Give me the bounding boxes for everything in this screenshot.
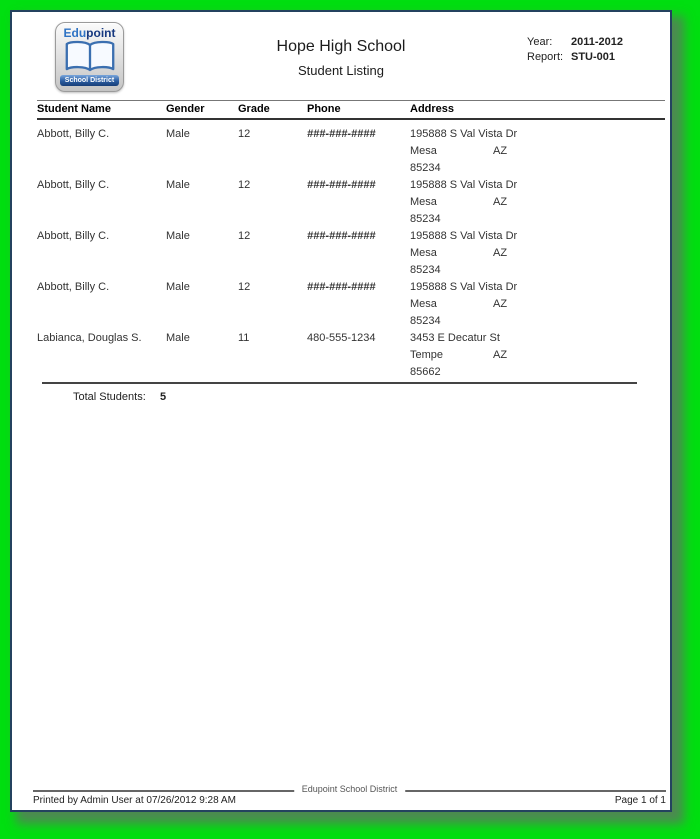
footer-printed-by: Printed by Admin User at 07/26/2012 9:28 AM — [33, 795, 236, 806]
gender-cell: Male — [166, 332, 190, 344]
school-name: Hope High School — [276, 38, 406, 55]
address-zip: 85234 — [410, 213, 441, 225]
report-value: STU-001 — [571, 51, 616, 63]
column-header: Student Name — [37, 101, 166, 120]
address-cell — [410, 177, 665, 228]
table-row — [37, 177, 665, 228]
header-row — [37, 101, 665, 120]
address-city-state — [410, 245, 665, 262]
student-name-cell: Abbott, Billy C. — [37, 128, 110, 140]
page-footer — [33, 784, 666, 806]
address-cell — [410, 119, 665, 177]
logo-text-edu: Edu — [63, 26, 87, 40]
address-cell — [410, 330, 665, 381]
address-city-state — [410, 143, 665, 160]
gender-cell: Male — [166, 128, 190, 140]
grade-cell: 12 — [238, 179, 251, 191]
logo-banner: School District — [60, 75, 119, 86]
grade-cell: 12 — [238, 230, 251, 242]
edupoint-logo — [55, 22, 124, 92]
address-city: Mesa — [410, 196, 437, 208]
address-street: 195888 S Val Vista Dr — [410, 281, 518, 293]
report-header — [12, 12, 670, 100]
address-cell — [410, 228, 665, 279]
footer-inner — [33, 792, 666, 806]
edupoint-logo-text — [56, 26, 123, 40]
report-id-row — [527, 51, 623, 63]
table-row — [37, 279, 665, 330]
column-header: Gender — [166, 101, 238, 120]
address-street: 195888 S Val Vista Dr — [410, 230, 518, 242]
phone-cell: ###-###-#### — [307, 128, 376, 140]
student-name-cell: Abbott, Billy C. — [37, 179, 110, 191]
address-state: AZ — [493, 196, 508, 208]
address-street: 195888 S Val Vista Dr — [410, 128, 518, 140]
table-row — [37, 330, 665, 381]
address-city-state — [410, 347, 665, 364]
address-city: Mesa — [410, 247, 437, 259]
address-state: AZ — [493, 145, 508, 157]
report-title: Student Listing — [297, 63, 384, 78]
year-label: Year: — [527, 36, 553, 48]
total-students-label: Total Students: — [73, 391, 146, 403]
student-table-header — [37, 101, 665, 120]
student-name-cell: Labianca, Douglas S. — [37, 332, 142, 344]
address-state: AZ — [493, 349, 508, 361]
address-zip: 85234 — [410, 162, 441, 174]
student-name-cell: Abbott, Billy C. — [37, 281, 110, 293]
total-students-value: 5 — [160, 391, 167, 403]
open-book-icon — [64, 40, 116, 74]
footer-page-number: Page 1 of 1 — [614, 795, 666, 806]
phone-cell: ###-###-#### — [307, 281, 376, 293]
address-city-state — [410, 296, 665, 313]
column-header: Address — [410, 101, 665, 120]
footer-district: Edupoint School District — [294, 784, 406, 794]
table-row — [37, 119, 665, 177]
address-street: 195888 S Val Vista Dr — [410, 179, 518, 191]
student-table-body — [37, 119, 665, 381]
address-zip: 85234 — [410, 264, 441, 276]
column-header: Phone — [307, 101, 410, 120]
gender-cell: Male — [166, 179, 190, 191]
student-table — [37, 100, 665, 381]
year-row — [527, 36, 623, 48]
address-state: AZ — [493, 247, 508, 259]
gender-cell: Male — [166, 230, 190, 242]
address-city-state — [410, 194, 665, 211]
grade-cell: 12 — [238, 128, 251, 140]
address-city: Tempe — [410, 349, 444, 361]
address-street: 3453 E Decatur St — [410, 332, 500, 344]
column-header: Grade — [238, 101, 307, 120]
grade-cell: 12 — [238, 281, 251, 293]
gender-cell: Male — [166, 281, 190, 293]
address-zip: 85662 — [410, 366, 441, 378]
address-city: Mesa — [410, 145, 437, 157]
address-zip: 85234 — [410, 315, 441, 327]
year-value: 2011-2012 — [571, 36, 623, 48]
student-name-cell: Abbott, Billy C. — [37, 230, 110, 242]
address-cell — [410, 279, 665, 330]
logo-text-point: point — [86, 26, 116, 40]
phone-cell: 480-555-1234 — [307, 332, 376, 344]
grade-cell: 11 — [238, 332, 250, 344]
report-page — [10, 10, 672, 812]
phone-cell: ###-###-#### — [307, 179, 376, 191]
address-city: Mesa — [410, 298, 437, 310]
totals-divider — [42, 382, 637, 384]
report-label: Report: — [527, 51, 564, 63]
address-state: AZ — [493, 298, 508, 310]
phone-cell: ###-###-#### — [307, 230, 376, 242]
report-meta — [527, 36, 623, 66]
table-row — [37, 228, 665, 279]
totals-row — [73, 391, 670, 403]
